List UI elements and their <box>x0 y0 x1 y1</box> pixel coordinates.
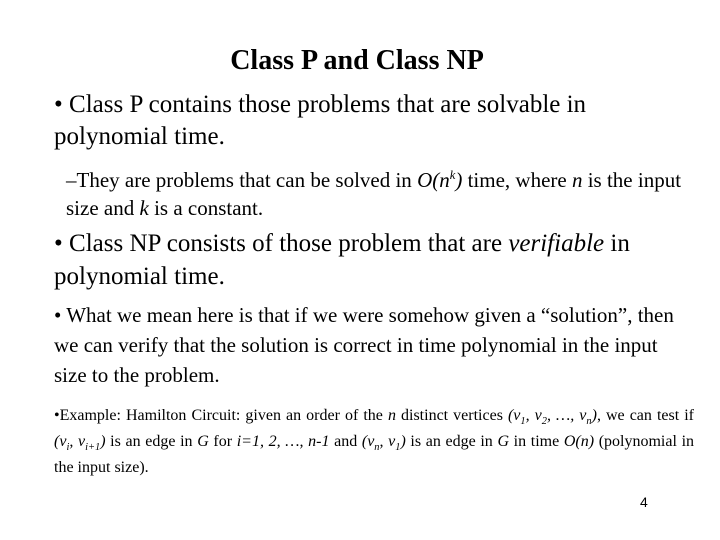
example-text-7: is an edge in <box>405 433 498 450</box>
vn-sep2: , v <box>379 433 396 450</box>
sub-bullet-class-p <box>66 166 696 222</box>
bullet-marker: • <box>54 407 60 424</box>
bullet-class-p-text: Class P contains those problems that are solvable in polynomial time. <box>54 91 587 150</box>
example-text-6: and <box>329 433 362 450</box>
dash-marker: – <box>66 168 77 192</box>
vn-sub: n <box>586 416 592 428</box>
example-text-8: in time <box>509 433 564 450</box>
vi1-sep: , v <box>69 433 86 450</box>
big-o-n: O(n) <box>563 433 595 450</box>
seq-close: ) <box>591 407 597 424</box>
index-range: i=1, 2, …, n-1 <box>236 433 330 450</box>
example-text-2: distinct vertices <box>395 407 508 424</box>
bullet-example <box>54 403 694 481</box>
closing-edge <box>361 433 406 454</box>
edge-pair <box>54 433 106 454</box>
closing-edge-close: ) <box>400 433 406 450</box>
slide-title: Class P and Class NP <box>230 45 484 76</box>
v2-sep: , v <box>525 407 542 424</box>
big-o-open: O(n <box>417 168 450 192</box>
example-text-5: for <box>208 433 237 450</box>
vi-open: (v <box>54 433 67 450</box>
vi1-sub: i+1 <box>85 442 101 454</box>
example-text-1: Example: Hamilton Circuit: given an order of the <box>59 407 388 424</box>
sub-text-2: time, where <box>462 168 572 192</box>
big-o-close: ) <box>455 168 463 192</box>
graph-g: G <box>497 433 510 450</box>
var-k: k <box>139 196 149 220</box>
vn2-sub: n <box>374 442 380 454</box>
np-text-2: in polynomial time. <box>54 230 630 290</box>
bullet-meaning <box>54 300 684 390</box>
np-text-1: Class NP consists of those problem that are <box>69 230 509 257</box>
example-text-3: , we can test if <box>596 407 694 424</box>
bullet-marker: • <box>54 303 62 327</box>
v2-sub: 2 <box>541 416 547 428</box>
bullet-class-p <box>54 89 694 153</box>
v1b-sub: 1 <box>395 442 401 454</box>
bullet-class-np <box>54 227 704 293</box>
v1-open: (v <box>507 407 521 424</box>
sub-text-3: is the input size and <box>66 168 682 220</box>
var-n: n <box>387 407 396 424</box>
bullet-marker: • <box>54 230 63 257</box>
vertex-sequence <box>507 407 597 428</box>
sub-text-1: They are problems that can be solved in <box>76 168 418 192</box>
exponent-k: k <box>449 168 456 182</box>
np-emphasis: verifiable <box>508 230 605 257</box>
graph-g: G <box>197 433 209 450</box>
sub-text-4: is a constant. <box>148 196 264 220</box>
bullet-marker: • <box>54 91 63 118</box>
big-o-notation <box>417 168 462 192</box>
vi-sub: i <box>66 442 70 454</box>
page-number: 4 <box>640 494 648 510</box>
example-text-4: is an edge in <box>105 433 198 450</box>
v1-sub: 1 <box>520 416 526 428</box>
vn-sep: , …, v <box>546 407 587 424</box>
edge-close: ) <box>100 433 106 450</box>
vn-open: (v <box>361 433 375 450</box>
meaning-text: What we mean here is that if we were somehow given a “solution”, then we can verify that the solution is correct in time polynomial in the input size to the problem. <box>54 303 674 387</box>
example-text-9: (polynomial in the input size). <box>54 433 695 476</box>
var-n: n <box>571 168 583 192</box>
